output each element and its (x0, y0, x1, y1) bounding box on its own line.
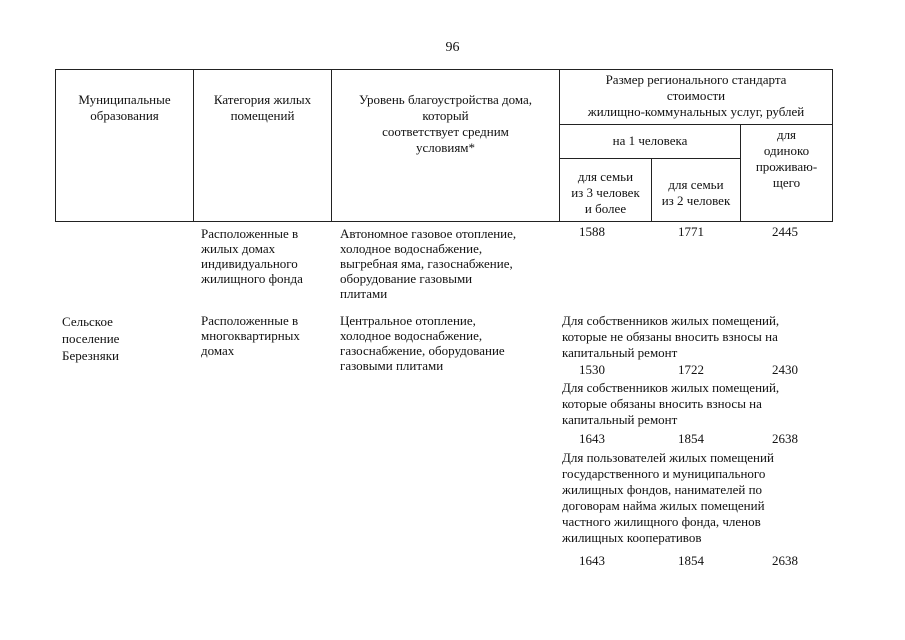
group1-value-family2: 1722 (678, 362, 704, 377)
row1-level: Автономное газовое отопление, холодное водоснабжение, выгребная яма, газоснабжение, оборудование газовыми плитами (340, 226, 517, 301)
group3-value-family3: 1643 (579, 553, 605, 568)
group3-value-family2: 1854 (678, 553, 704, 568)
tariff-table-header (55, 69, 833, 222)
page-number: 96 (445, 40, 460, 55)
group2-description: Для собственников жилых помещений, которые обязаны вносить взносы на капитальный ремонт (562, 380, 780, 427)
group1-value-single: 2430 (772, 362, 798, 377)
header-single-resident: для одиноко проживаю- щего (741, 125, 833, 222)
group1-description: Для собственников жилых помещений, которые не обязаны вносить взносы на капитальный ремонт (562, 313, 780, 360)
header-family-3: для семьи из 3 человек и более (560, 159, 652, 222)
header-family-2: для семьи из 2 человек (652, 159, 741, 222)
group3-description: Для пользователей жилых помещений государственного и муниципального жилищных фондов, нанимателей по договорам найма жилых помещений частного жилищного фонда, членов жилищных кооперативов (562, 450, 774, 545)
row1-value-family2: 1771 (678, 224, 704, 239)
header-level: Уровень благоустройства дома, который соответствует средним условиям* (332, 70, 560, 222)
row2-level: Центральное отопление, холодное водоснабжение, газоснабжение, оборудование газовыми плитами (340, 313, 505, 373)
group2-value-family2: 1854 (678, 431, 704, 446)
group1-value-family3: 1530 (579, 362, 605, 377)
row2-municipality: Сельское поселение Березняки (62, 314, 120, 363)
group2-value-single: 2638 (772, 431, 798, 446)
header-per-person: на 1 человека (560, 125, 741, 159)
row2-category: Расположенные в многоквартирных домах (201, 313, 300, 358)
header-standard-size: Размер регионального стандарта стоимости жилищно-коммунальных услуг, рублей (560, 70, 833, 125)
group3-value-single: 2638 (772, 553, 798, 568)
row1-category: Расположенные в жилых домах индивидуального жилищного фонда (201, 226, 303, 286)
row1-value-single: 2445 (772, 224, 798, 239)
header-category: Категория жилых помещений (194, 70, 332, 222)
group2-value-family3: 1643 (579, 431, 605, 446)
header-municipalities: Муниципальные образования (56, 70, 194, 222)
row1-value-family3: 1588 (579, 224, 605, 239)
